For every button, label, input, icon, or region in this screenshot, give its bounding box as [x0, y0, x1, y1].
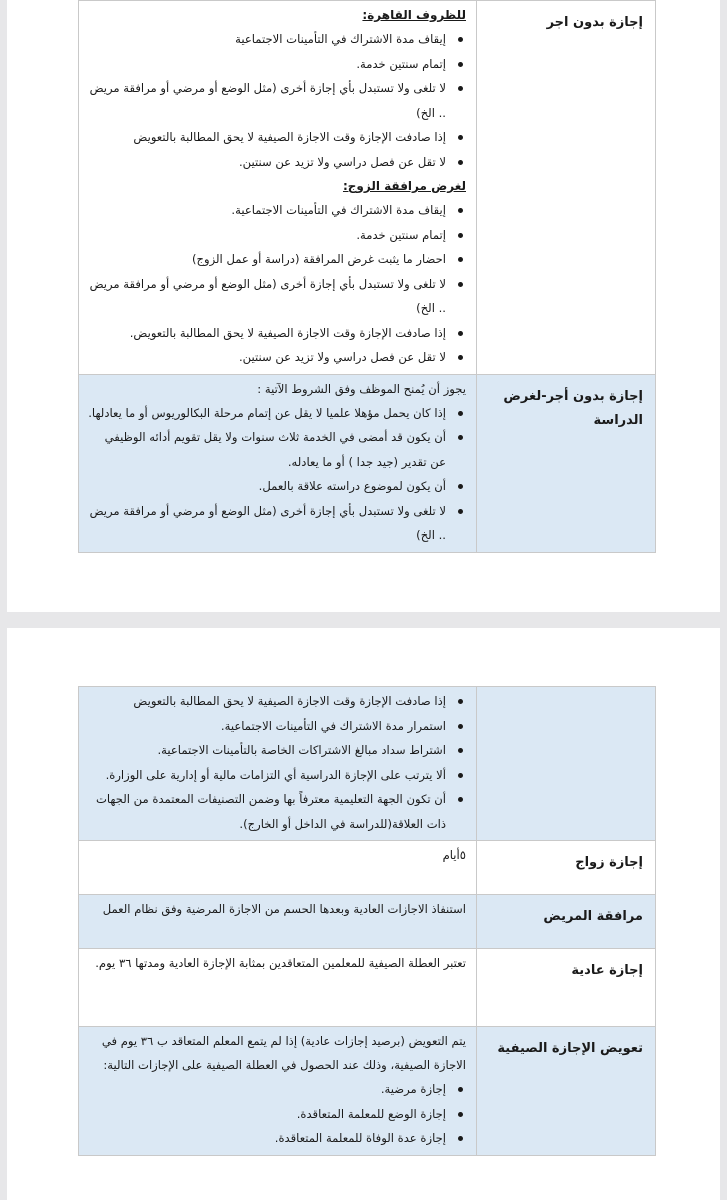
table-row — [79, 841, 656, 895]
table-row — [79, 374, 656, 552]
list-item: أن تكون الجهة التعليمية معترفاً بها وضمن التصنيفات المعتمدة من الجهات ذات العلاقة(للدراسة في الداخل أو الخارج). — [87, 787, 446, 836]
row-label-marriage-leave: إجازة زواج — [477, 841, 656, 895]
row-label-unpaid-leave: إجازة بدون اجر — [477, 1, 656, 375]
row-label-empty — [477, 687, 656, 841]
list-item: إذا صادفت الإجازة وقت الاجازة الصيفية لا يحق المطالبة بالتعويض — [87, 125, 446, 150]
row-content-patient-companion: استنفاذ الاجازات العادية وبعدها الحسم من الاجازة المرضية وفق نظام العمل — [79, 895, 477, 949]
leave-table-page-2 — [78, 686, 656, 1156]
list-item: إذا كان يحمل مؤهلا علميا لا يقل عن إتمام مرحلة البكالوريوس أو ما يعادلها. — [87, 401, 446, 426]
table-row — [79, 687, 656, 841]
list-item: احضار ما يثبت غرض المرافقة (دراسة أو عمل الزوج) — [87, 247, 446, 272]
table-row — [79, 1027, 656, 1156]
list-item: لا تلغى ولا تستبدل بأي إجازة أخرى (مثل الوضع أو مرضي أو مرافقة مريض .. الخ) — [87, 272, 446, 321]
row-label-regular-leave: إجازة عادية — [477, 949, 656, 1027]
row-content-unpaid-leave — [79, 1, 477, 375]
list-item: إيقاف مدة الاشتراك في التأمينات الاجتماعية — [87, 27, 446, 52]
leave-table-page-1 — [78, 0, 656, 553]
row-content-study-leave — [79, 374, 477, 552]
list-item: إتمام سنتين خدمة. — [87, 223, 446, 248]
row-label-summer-compensation: تعويض الإجازة الصيفية — [477, 1027, 656, 1156]
bullet-list — [87, 198, 466, 370]
list-item: لا تلغى ولا تستبدل بأي إجازة أخرى (مثل الوضع أو مرضي أو مرافقة مريض .. الخ) — [87, 499, 446, 548]
list-item: إجازة الوضع للمعلمة المتعاقدة. — [87, 1102, 446, 1127]
document-page-2 — [7, 628, 720, 1200]
bullet-list — [87, 689, 466, 836]
bullet-list — [87, 27, 466, 174]
list-item: لا تلغى ولا تستبدل بأي إجازة أخرى (مثل الوضع أو مرضي أو مرافقة مريض .. الخ) — [87, 76, 446, 125]
section-heading: للظروف القاهرة: — [362, 8, 466, 22]
row-content-regular-leave: تعتبر العطلة الصيفية للمعلمين المتعاقدين بمثابة الإجازة العادية ومدتها ٣٦ يوم. — [79, 949, 477, 1027]
table-row — [79, 1, 656, 375]
row-content-summer-compensation — [79, 1027, 477, 1156]
list-item: إجازة عدة الوفاة للمعلمة المتعاقدة. — [87, 1126, 446, 1151]
row-label-study-leave: إجازة بدون أجر-لغرض الدراسة — [477, 374, 656, 552]
list-item: لا تقل عن فصل دراسي ولا تزيد عن سنتين. — [87, 345, 446, 370]
list-item: اشتراط سداد مبالغ الاشتراكات الخاصة بالتأمينات الاجتماعية. — [87, 738, 446, 763]
bullet-list — [87, 1077, 466, 1151]
list-item: ألا يترتب على الإجازة الدراسية أي التزامات مالية أو إدارية على الوزارة. — [87, 763, 446, 788]
list-item: إتمام سنتين خدمة. — [87, 52, 446, 77]
table-row — [79, 895, 656, 949]
list-item: إذا صادفت الإجازة وقت الاجازة الصيفية لا يحق المطالبة بالتعويض — [87, 689, 446, 714]
row-label-patient-companion: مرافقة المريض — [477, 895, 656, 949]
list-item: إجازة مرضية. — [87, 1077, 446, 1102]
list-item: لا تقل عن فصل دراسي ولا تزيد عن سنتين. — [87, 150, 446, 175]
table-row — [79, 949, 656, 1027]
list-item: إذا صادفت الإجازة وقت الاجازة الصيفية لا يحق المطالبة بالتعويض. — [87, 321, 446, 346]
conditions-intro: يجوز أن يُمنح الموظف وفق الشروط الآتية : — [257, 381, 466, 396]
list-item: استمرار مدة الاشتراك في التأمينات الاجتماعية. — [87, 714, 446, 739]
list-item: أن يكون لموضوع دراسته علاقة بالعمل. — [87, 474, 446, 499]
section-heading: لغرض مرافقة الزوج: — [342, 179, 466, 193]
compensation-intro: يتم التعويض (برصيد إجازات عادية) إذا لم يتمع المعلم المتعاقد ب ٣٦ يوم في الاجازة الصيفية، وذلك عند الحصول في العطلة الصيفية على الإجازات التالية: — [101, 1034, 466, 1072]
row-content-study-continuation — [79, 687, 477, 841]
document-page-1 — [7, 0, 720, 612]
row-content-marriage-leave: ٥أيام — [79, 841, 477, 895]
list-item: أن يكون قد أمضى في الخدمة ثلاث سنوات ولا يقل تقويم أدائه الوظيفي عن تقدير (جيد جدا ) أو ما يعادله. — [87, 425, 446, 474]
list-item: إيقاف مدة الاشتراك في التأمينات الاجتماعية. — [87, 198, 446, 223]
bullet-list — [87, 401, 466, 548]
